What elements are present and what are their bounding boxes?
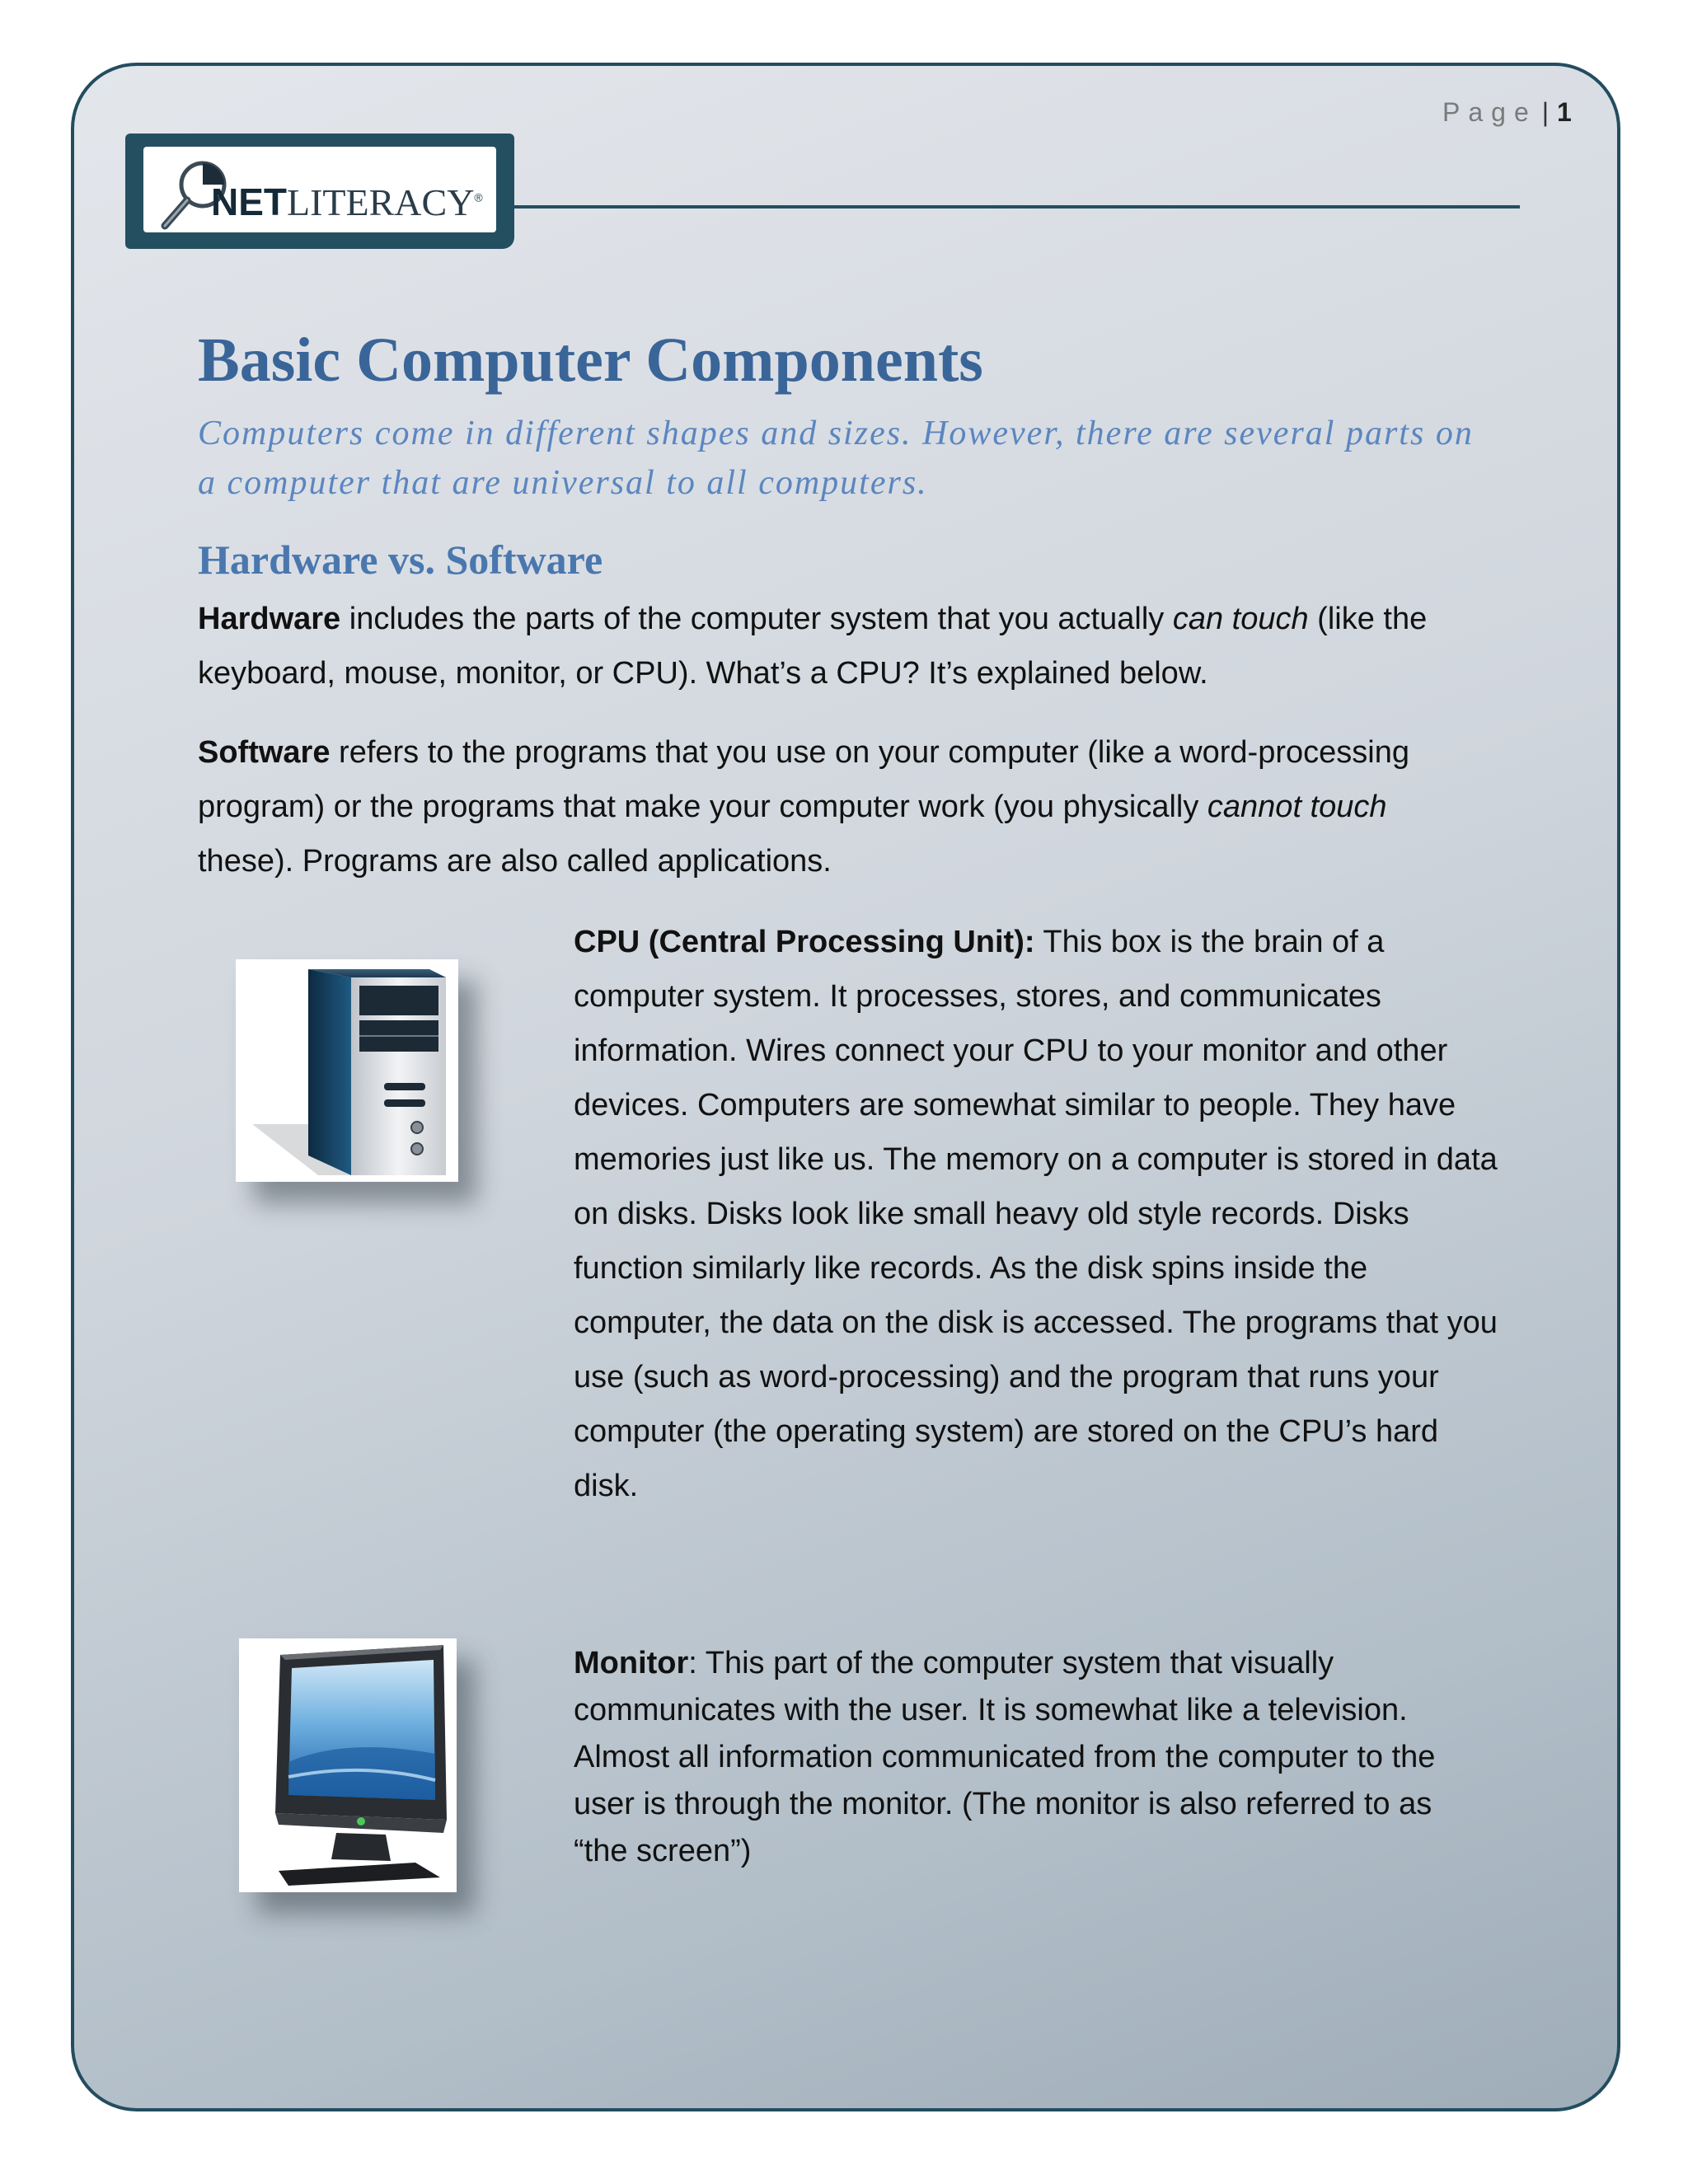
- software-text-b: these). Programs are also called applications.: [198, 844, 832, 879]
- logo-text-literacy: LITERACY: [287, 181, 475, 223]
- monitor-icon: [239, 1638, 457, 1892]
- computer-tower-icon: [236, 959, 458, 1182]
- cpu-term: CPU (Central Processing Unit):: [574, 925, 1035, 959]
- logo-inner: [143, 147, 496, 232]
- hardware-term: Hardware: [198, 602, 341, 636]
- page-title: Basic Computer Components: [198, 326, 983, 395]
- monitor-paragraph: [574, 1640, 1480, 1875]
- section-heading: Hardware vs. Software: [198, 537, 603, 583]
- monitor-text: : This part of the computer system that visually communicates with the user. It is somewhat like a television. Almost all information communicated from the computer to the user is through the monitor. (The monitor is also referred to as “the screen”): [574, 1646, 1436, 1868]
- hardware-paragraph: [198, 592, 1500, 701]
- logo-registered-mark: ®: [474, 190, 483, 204]
- cpu-text: This box is the brain of a computer system. It processes, stores, and communicates information. Wires connect your CPU to your monitor and other devices. Computers are somewhat similar to people. They have memories just like us. The memory on a computer is stored in data on disks. Disks look like small heavy old style records. Disks function similarly like records. As the disk spins inside the computer, the data on the disk is accessed. The programs that you use (such as word-processing) and the program that runs your computer (the operating system) are stored on the CPU’s hard disk.: [574, 925, 1498, 1503]
- software-text-a: refers to the programs that you use on your computer (like a word-processing program) or the programs that make your computer work (you physically: [198, 735, 1409, 824]
- page-number-label: Page: [1442, 97, 1537, 127]
- hardware-text-a: includes the parts of the computer system that you actually: [340, 602, 1173, 636]
- monitor-term: Monitor: [574, 1646, 689, 1680]
- logo-text-net: NET: [211, 180, 287, 223]
- hardware-emphasis: can touch: [1172, 602, 1309, 636]
- header-rule: [514, 205, 1520, 209]
- page-number-value: 1: [1557, 97, 1572, 127]
- software-term: Software: [198, 735, 331, 770]
- logo-text: [211, 180, 483, 224]
- software-emphasis: cannot touch: [1207, 790, 1387, 824]
- net-literacy-logo: [125, 134, 514, 249]
- software-paragraph: [198, 725, 1418, 888]
- cpu-paragraph: [574, 915, 1505, 1513]
- page-number: [1442, 97, 1572, 128]
- page-number-separator: |: [1541, 97, 1550, 127]
- monitor-image: [239, 1638, 457, 1892]
- cpu-image: [236, 959, 458, 1182]
- hardware-text-b: (like the keyboard, mouse, monitor, or CPU). What’s a CPU? It’s explained below.: [198, 602, 1428, 691]
- page-subtitle: Computers come in different shapes and sizes. However, there are several parts on a computer that are universal to all computers.: [198, 415, 1474, 502]
